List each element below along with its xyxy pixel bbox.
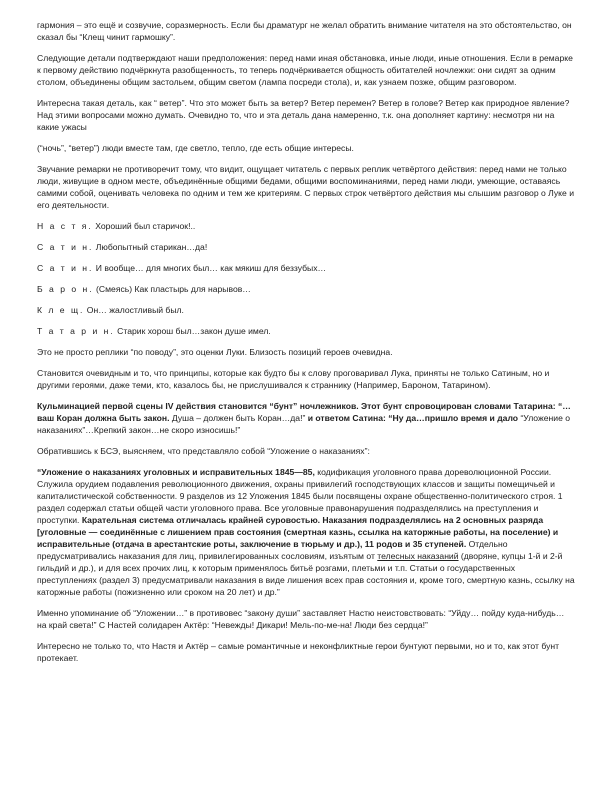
paragraph-6: Это не просто реплики “по поводу”, это оценки Луки. Близость позиций героев очевидна.: [37, 347, 393, 357]
speaker-name: Т а т а р и н.: [37, 326, 115, 336]
dialogue-text: Он… жалостливый был.: [84, 305, 184, 315]
dialogue-line: [37, 283, 576, 295]
dialogue-text: Любопытный старикан…да!: [93, 242, 208, 252]
dialogue-line: [37, 325, 576, 337]
speaker-name: К л е щ.: [37, 305, 85, 315]
paragraph-2: Следующие детали подтверждают наши предположения: перед нами иная обстановка, иные люди, иные отношения. Если в ремарке к первому действию подчёркнута разобщенность, то теперь подчёркивается общность обитателей ночлежки: они сидят за одним столом, объединены общим застольем, общим светом (лампа посреди стола), и, как узнаем позже, общим разговором.: [37, 53, 573, 87]
dialogue-text: Старик хорош был…закон душе имел.: [114, 326, 271, 336]
paragraph-8: [37, 400, 576, 436]
dialogue-text: И вообще… для многих был… как мякиш для беззубых…: [93, 263, 327, 273]
link-corporal-punishment[interactable]: телесных наказаний: [377, 551, 459, 561]
bold-text: и ответом Сатина: “Ну да…пришло время и дало: [307, 413, 519, 423]
paragraph-5: Звучание ремарки не противоречит тому, что видит, ощущает читатель с первых реплик четвёртого действия: перед нами не только люди, живущие в одном месте, объединённые общими бедами, общими воспоминаниями, перед нами люди, умеющие, оставаясь самими собой, оценивать человека по одним и тем же критериям. С первых строк четвёртого действия мы слышим разговор о Луке и его деятельности.: [37, 164, 575, 210]
paragraph-11: Именно упоминание об “Уложении…” в противовес “закону души” заставляет Настю неистовствовать: “Уйду… пойду куда-нибудь… на край света!” С Настей солидарен Актёр: “Невежды! Дикари! Мель-по-ме-на! Люди без сердца!”: [37, 608, 565, 630]
paragraph-12: Интересно не только то, что Настя и Актёр – самые романтичные и неконфликтные герои бунтуют первыми, но и то, как этот бунт протекает.: [37, 641, 560, 663]
speaker-name: С а т и н.: [37, 263, 94, 273]
dialogue-text: (Смеясь) Как пластырь для нарывов…: [93, 284, 251, 294]
dialogue-line: [37, 304, 576, 316]
plain-text: “Уложение о наказаниях”…Крепкий закон…не скоро износишь!”: [37, 413, 571, 435]
plain-text: кодификация уголовного права дореволюционной России. Служила орудием подавления революционного движения, охраны привилегий господствующих классов и защиты помещичьей и капиталистической собственности. 9 разделов из 12 Уложения 1845 были посвящены охране общественно-политического строя. 1 раздел содержал статьи общей части уголовного права. Все уголовные правонарушения подразделялись на преступления и проступки.: [37, 467, 563, 525]
dialogue-line: [37, 220, 576, 232]
paragraph-4: (“ночь”, “ветер”) люди вместе там, где светло, тепло, где есть общие интересы.: [37, 143, 354, 153]
bold-text: “Уложение о наказаниях уголовных и исправительных 1845—85,: [37, 467, 315, 477]
dialogue-line: [37, 262, 576, 274]
bold-text: Карательная система отличалась крайней суровостью. Наказания подразделялись на 2 основных разряда [уголовные — соединённые с лишением прав состояния (смертная казнь, ссылка на каторжные работы, на поселение) и исправительные (отдача в арестантские роты, заключение в тюрьму и др.), 11 родов и 35 ступеней.: [37, 515, 559, 549]
paragraph-3: Интересна такая деталь, как “ ветер”. Что это может быть за ветер? Ветер перемен? Ветер в голове? Ветер как природное явление? Над этими вопросами можно думать. Очевидно то, что и эта деталь дана намеренно, т.к. она дополняет картину: несмотря ни на какие ужасы: [37, 98, 570, 132]
paragraph-9: Обратившись к БСЭ, выясняем, что представляло собой “Уложение о наказаниях”:: [37, 446, 370, 456]
speaker-name: Б а р о н.: [37, 284, 94, 294]
paragraph-7: Становится очевидным и то, что принципы, которые как будто бы к слову проговаривал Лука, приняты не только Сатиным, но и другими героями, даже теми, кто, казалось бы, не прислушивался к страннику (Например, Бароном, Татарином).: [37, 368, 550, 390]
plain-text: (дворяне, купцы 1-й и 2-й гильдий и др.), и для всех прочих лиц, к которым применялось битьё розгами, плетьми и т.п. Статьи о государственных преступлениях (раздел 3) предусматривали наказания в виде лишения всех прав состояния и, кроме того, смертную казнь, ссылку на каторжные работы (пожизненно или сроком на 20 лет) и др.”: [37, 551, 575, 597]
dialogue-line: [37, 241, 576, 253]
speaker-name: С а т и н.: [37, 242, 94, 252]
dialogue-text: Хороший был старичок!..: [92, 221, 196, 231]
speaker-name: Н а с т я.: [37, 221, 93, 231]
plain-text: Отдельно предусматривались наказания для лиц, привилегированных сословиям, изъятым от: [37, 539, 508, 561]
bold-text: Кульминацией первой сцены IV действия становится “бунт” ночлежников. Этот бунт спровоцирован словами Татарина: “…ваш Коран должна быть закон.: [37, 401, 571, 423]
paragraph-1: гармония – это ещё и созвучие, соразмерность. Если бы драматург не желал обратить внимание читателя на это обстоятельство, он сказал бы “Клещ чинит гармошку”.: [37, 20, 572, 42]
plain-text: Душа – должен быть Коран…да!”: [169, 413, 308, 423]
paragraph-10-quote: [37, 466, 576, 598]
